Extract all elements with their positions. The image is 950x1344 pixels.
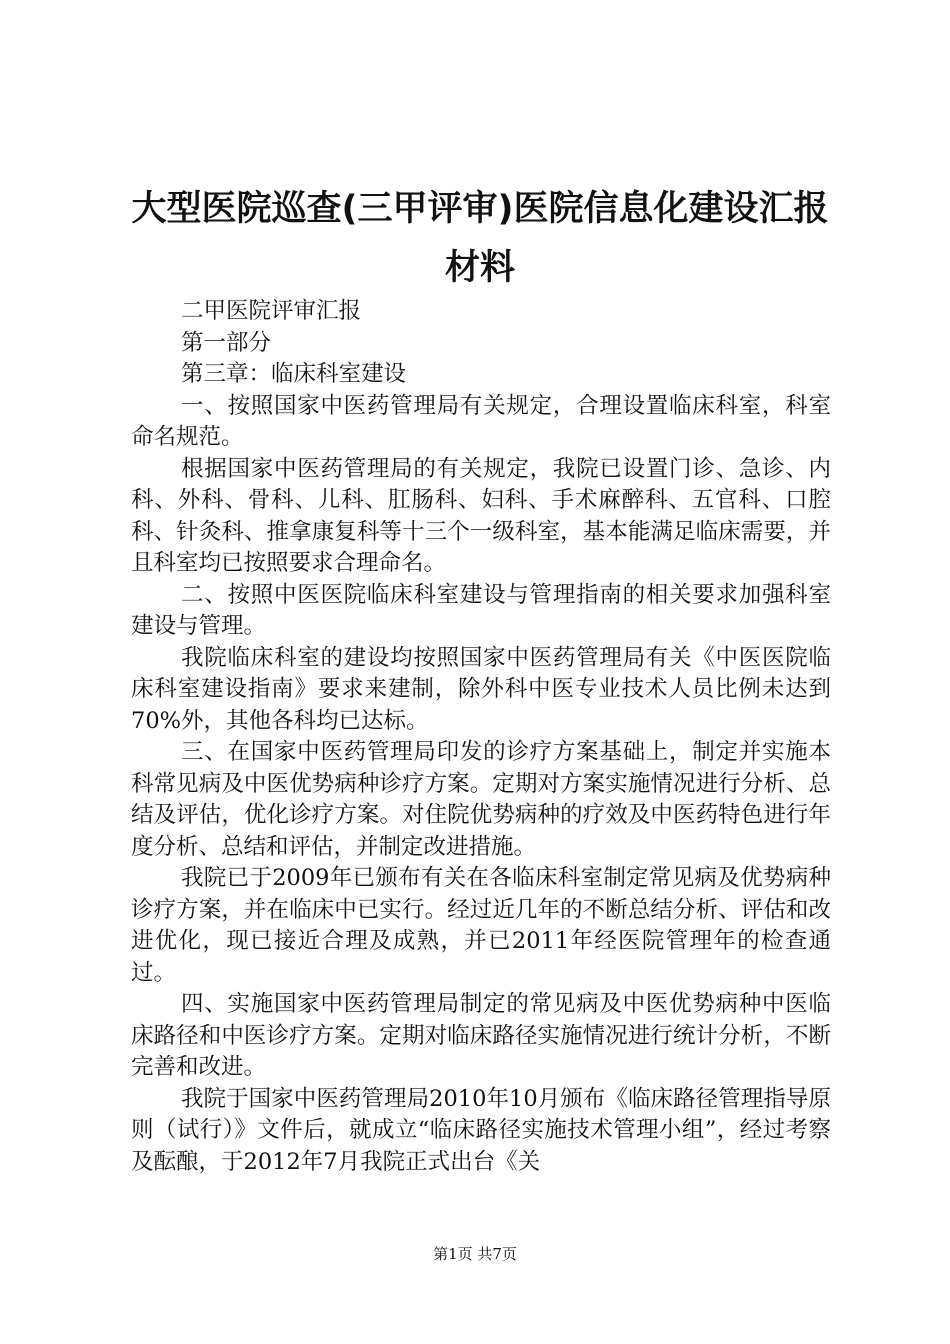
paragraph: 我院已于2009年已颁布有关在各临床科室制定常见病及优势病种诊疗方案，并在临床中已实行。经过近几年的不断总结分析、评估和改进优化，现已接近合理及成熟，并已2011年经医院管理年的检查通过。 [131, 865, 831, 986]
document-title-line-1: 大型医院巡查(三甲评审)医院信息化建设汇报 [131, 189, 829, 229]
paragraph: 一、按照国家中医药管理局有关规定，合理设置临床科室，科室命名规范。 [131, 392, 831, 450]
paragraph: 第一部分 [181, 329, 272, 356]
paragraph: 三、在国家中医药管理局印发的诊疗方案基础上，制定并实施本科常见病及中医优势病种诊疗方案。定期对方案实施情况进行分析、总结及评估，优化诊疗方案。对住院优势病种的疗效及中医药特色进行年度分析、总结和评估，并制定改进措施。 [131, 739, 831, 860]
paragraph: 我院临床科室的建设均按照国家中医药管理局有关《中医医院临床科室建设指南》要求来建制，除外科中医专业技术人员比例未达到70%外，其他各科均已达标。 [131, 644, 831, 734]
paragraph: 二、按照中医医院临床科室建设与管理指南的相关要求加强科室建设与管理。 [131, 581, 831, 639]
paragraph: 二甲医院评审汇报 [181, 298, 362, 324]
paragraph: 四、实施国家中医药管理局制定的常见病及中医优势病种中医临床路径和中医诊疗方案。定期对临床路径实施情况进行统计分析，不断完善和改进。 [131, 991, 831, 1080]
paragraph: 我院于国家中医药管理局2010年10月颁布《临床路径管理指导原则（试行）》文件后，就成立“临床路径实施技术管理小组”，经过考察及酝酿，于2012年7月我院正式出台《关 [131, 1085, 831, 1175]
paragraph: 第三章：临床科室建设 [181, 361, 407, 387]
paragraph: 根据国家中医药管理局的有关规定，我院已设置门诊、急诊、内科、外科、骨科、儿科、肛肠科、妇科、手术麻醉科、五官科、口腔科、针灸科、推拿康复科等十三个一级科室，基本能满足临床需要，并且科室均已按照要求合理命名。 [131, 455, 831, 576]
document-title-line-2: 材料 [444, 248, 515, 288]
page-footer: 第1页 共7页 [433, 1245, 517, 1263]
document-body [131, 296, 831, 1178]
